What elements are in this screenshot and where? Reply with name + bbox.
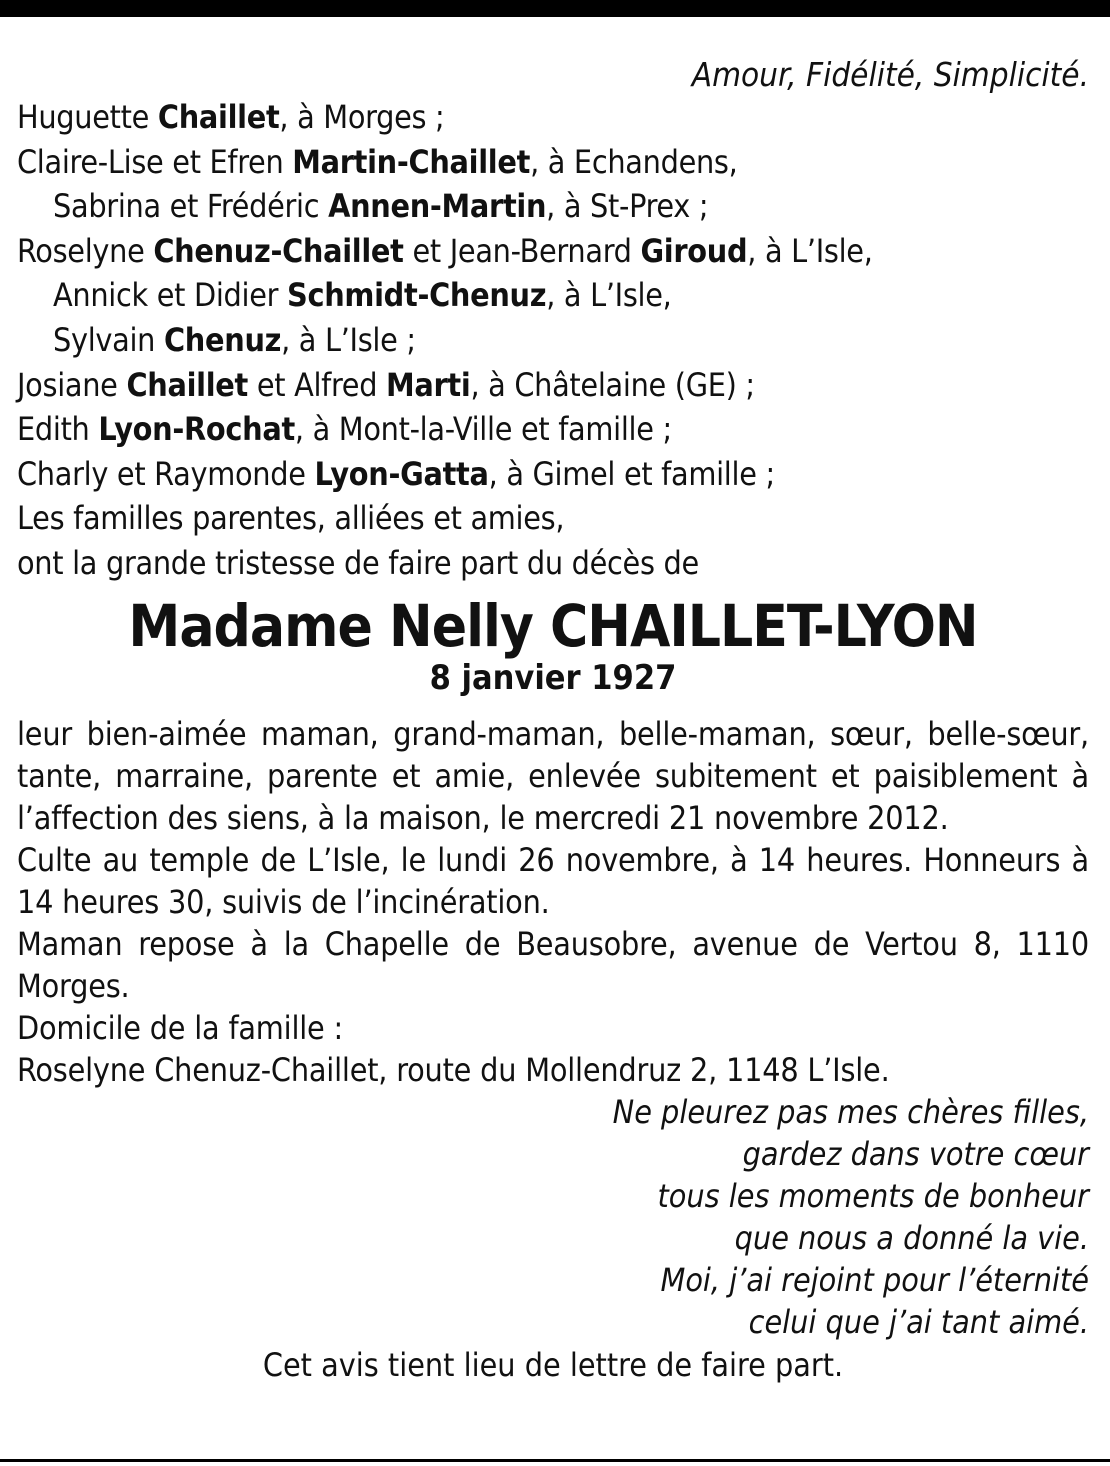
- family-surname: Giroud: [640, 231, 748, 270]
- family-surname: Lyon-Gatta: [314, 454, 489, 493]
- family-text: et Alfred: [247, 365, 387, 404]
- family-place: , à L’Isle ;: [281, 320, 416, 359]
- announcement-paragraph: leur bien-aimée maman, grand-maman, belle-maman, sœur, belle-sœur, tante, marraine, parente et amie, enlevée subitement et paisiblement à l’affection des siens, à la maison, le mercredi 21 novembre 2012.: [17, 714, 1089, 837]
- deceased-name: Madame Nelly CHAILLET-LYON: [128, 591, 978, 660]
- family-text: Annick et Didier: [53, 276, 288, 315]
- closing-note: Cet avis tient lieu de lettre de faire part.: [262, 1345, 844, 1384]
- family-place: , à Mont-la-Ville et famille ;: [294, 410, 672, 449]
- poem-line: que nous a donné la vie.: [734, 1218, 1089, 1257]
- birth-date: 8 janvier 1927: [429, 657, 677, 698]
- poem-line: Moi, j’ai rejoint pour l’éternité: [660, 1260, 1089, 1299]
- family-place: , à L’Isle,: [747, 231, 873, 270]
- family-text: ont la grande tristesse de faire part du décès de: [17, 543, 699, 582]
- family-line: [17, 496, 1089, 541]
- resting-place-paragraph: Maman repose à la Chapelle de Beausobre, avenue de Vertou 8, 1110 Morges.: [17, 924, 1089, 1005]
- family-place: , à Morges ;: [279, 98, 445, 136]
- family-surname: Annen-Martin: [328, 187, 547, 226]
- family-line: [17, 229, 1089, 274]
- family-line: [17, 95, 1089, 140]
- family-line: [17, 407, 1089, 452]
- family-place: , à Châtelaine (GE) ;: [470, 365, 755, 404]
- family-text: Claire-Lise et Efren: [17, 142, 293, 181]
- family-surname: Chaillet: [126, 365, 248, 404]
- ceremony-paragraph: Culte au temple de L’Isle, le lundi 26 novembre, à 14 heures. Honneurs à 14 heures 30, suivis de l’incinération.: [17, 840, 1089, 921]
- family-line: [17, 363, 1089, 408]
- family-address-label: Domicile de la famille :: [17, 1008, 344, 1047]
- top-border-rule: [0, 0, 1110, 17]
- family-line: [17, 541, 1089, 586]
- motto: Amour, Fidélité, Simplicité.: [691, 55, 1089, 94]
- family-address: Roselyne Chenuz-Chaillet, route du Mollendruz 2, 1148 L’Isle.: [17, 1050, 890, 1089]
- family-place: , à Gimel et famille ;: [488, 454, 775, 493]
- poem-line: tous les moments de bonheur: [657, 1176, 1089, 1215]
- family-line: [17, 273, 1089, 318]
- poem-line: gardez dans votre cœur: [742, 1134, 1089, 1173]
- obituary-notice: [17, 55, 1089, 1387]
- poem-line: Ne pleurez pas mes chères filles,: [612, 1092, 1089, 1131]
- family-line: [17, 184, 1089, 229]
- family-text: Charly et Raymonde: [17, 454, 315, 493]
- family-surname: Chenuz-Chaillet: [153, 231, 404, 270]
- bottom-border-rule: [0, 1459, 1110, 1462]
- family-line: [17, 452, 1089, 497]
- family-line: [17, 318, 1089, 363]
- family-surname: Marti: [386, 365, 471, 404]
- family-surname: Chaillet: [157, 98, 280, 136]
- family-surname: Lyon-Rochat: [98, 410, 295, 449]
- family-list: [17, 95, 1089, 586]
- family-text: Edith: [17, 410, 99, 449]
- family-surname: Martin-Chaillet: [292, 142, 531, 181]
- family-text: Les familles parentes, alliées et amies,: [17, 499, 565, 538]
- family-line: [17, 140, 1089, 185]
- family-text: Roselyne: [17, 231, 154, 270]
- family-place: , à L’Isle,: [546, 276, 672, 315]
- family-text: Huguette: [17, 98, 158, 136]
- family-surname: Schmidt-Chenuz: [287, 276, 547, 315]
- family-text: Josiane: [17, 365, 127, 404]
- family-place: , à Echandens,: [530, 142, 738, 181]
- family-text: Sabrina et Frédéric: [53, 187, 329, 226]
- family-place: , à St-Prex ;: [546, 187, 709, 226]
- family-text: et Jean-Bernard: [403, 231, 641, 270]
- poem-line: celui que j’ai tant aimé.: [748, 1302, 1089, 1341]
- family-text: Sylvain: [53, 320, 164, 359]
- family-surname: Chenuz: [163, 320, 282, 359]
- poem: [17, 1091, 1089, 1343]
